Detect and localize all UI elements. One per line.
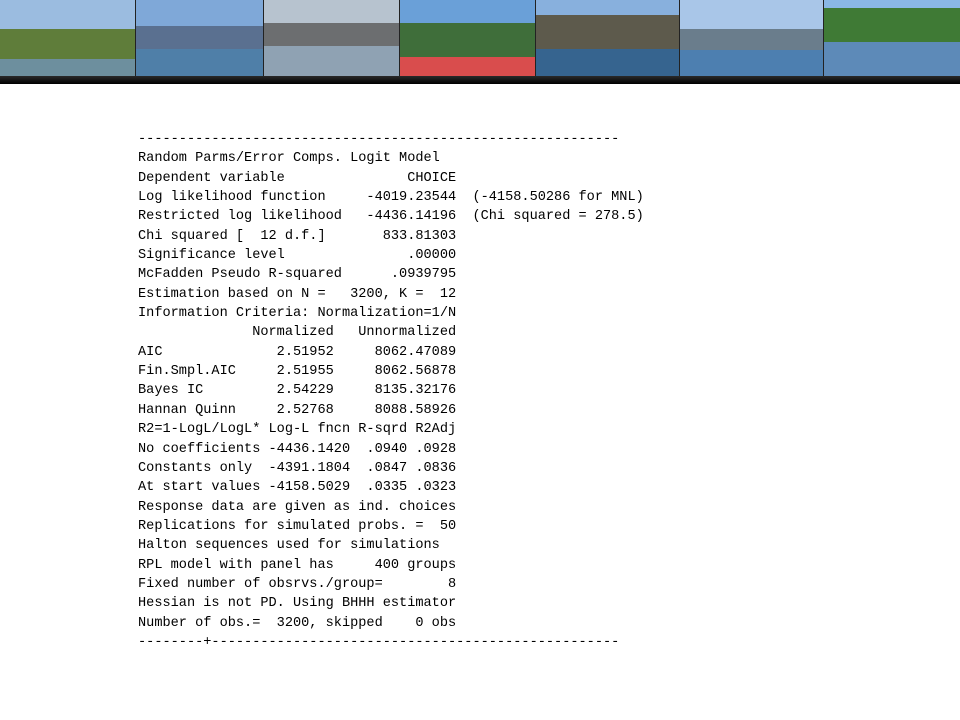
hill-band	[0, 29, 135, 59]
output-line: Halton sequences used for simulations	[138, 538, 440, 554]
output-line: Constants only -4391.1804 .0847 .0836	[138, 460, 457, 476]
output-line: --------+--------------------------------------------------	[138, 634, 620, 650]
output-line: Random Parms/Error Comps. Logit Model	[138, 151, 440, 167]
hilltop-village-photo	[0, 0, 136, 76]
lake-town-photo	[136, 0, 264, 76]
output-line: AIC 2.51952 8062.47089	[138, 344, 457, 360]
output-line: Replications for simulated probs. = 50	[138, 518, 457, 534]
output-line: Normalized Unnormalized	[138, 325, 457, 341]
output-line: No coefficients -4436.1420 .0940 .0928	[138, 441, 457, 457]
output-line: Restricted log likelihood -4436.14196 (Chi squared = 278.5)	[138, 209, 644, 225]
mountain-lake-photo	[536, 0, 680, 76]
palm-park-photo	[400, 0, 536, 76]
water-band	[136, 49, 263, 76]
output-line: Fin.Smpl.AIC 2.51955 8062.56878	[138, 364, 457, 380]
output-line: R2=1-LogL/LogL* Log-L fncn R-sqrd R2Adj	[138, 422, 457, 438]
hill-band	[264, 23, 399, 46]
output-line: Dependent variable CHOICE	[138, 170, 457, 186]
lakeside-promenade-photo	[264, 0, 400, 76]
output-line: McFadden Pseudo R-squared .0939795	[138, 267, 457, 283]
output-line: RPL model with panel has 400 groups	[138, 557, 457, 573]
hill-band	[824, 8, 960, 42]
hill-band	[680, 29, 823, 50]
lakeshore-bench-photo	[824, 0, 960, 76]
hill-band	[400, 23, 535, 57]
output-line: Number of obs.= 3200, skipped 0 obs	[138, 615, 457, 631]
output-line: Hessian is not PD. Using BHHH estimator	[138, 596, 457, 612]
hill-band	[536, 15, 679, 49]
water-band	[536, 49, 679, 76]
banner-shadow	[0, 76, 960, 84]
output-line: Chi squared [ 12 d.f.] 833.81303	[138, 228, 457, 244]
lake-panorama-photo	[680, 0, 824, 76]
output-line: Significance level .00000	[138, 248, 457, 264]
water-band	[0, 59, 135, 76]
output-line: Fixed number of obsrvs./group= 8	[138, 576, 457, 592]
water-band	[400, 57, 535, 76]
output-line: Information Criteria: Normalization=1/N	[138, 306, 457, 322]
output-line: Bayes IC 2.54229 8135.32176	[138, 383, 457, 399]
water-band	[680, 50, 823, 76]
output-line: -----------------------------------------------------------	[138, 132, 620, 147]
photo-banner	[0, 0, 960, 84]
output-line: Estimation based on N = 3200, K = 12	[138, 286, 457, 302]
output-line: At start values -4158.5029 .0335 .0323	[138, 480, 457, 496]
output-line: Log likelihood function -4019.23544 (-4158.50286 for MNL)	[138, 190, 644, 206]
output-line: Response data are given as ind. choices	[138, 499, 457, 515]
water-band	[824, 42, 960, 76]
hill-band	[136, 26, 263, 49]
water-band	[264, 46, 399, 76]
model-output-listing	[138, 130, 644, 652]
output-line: Hannan Quinn 2.52768 8088.58926	[138, 402, 457, 418]
